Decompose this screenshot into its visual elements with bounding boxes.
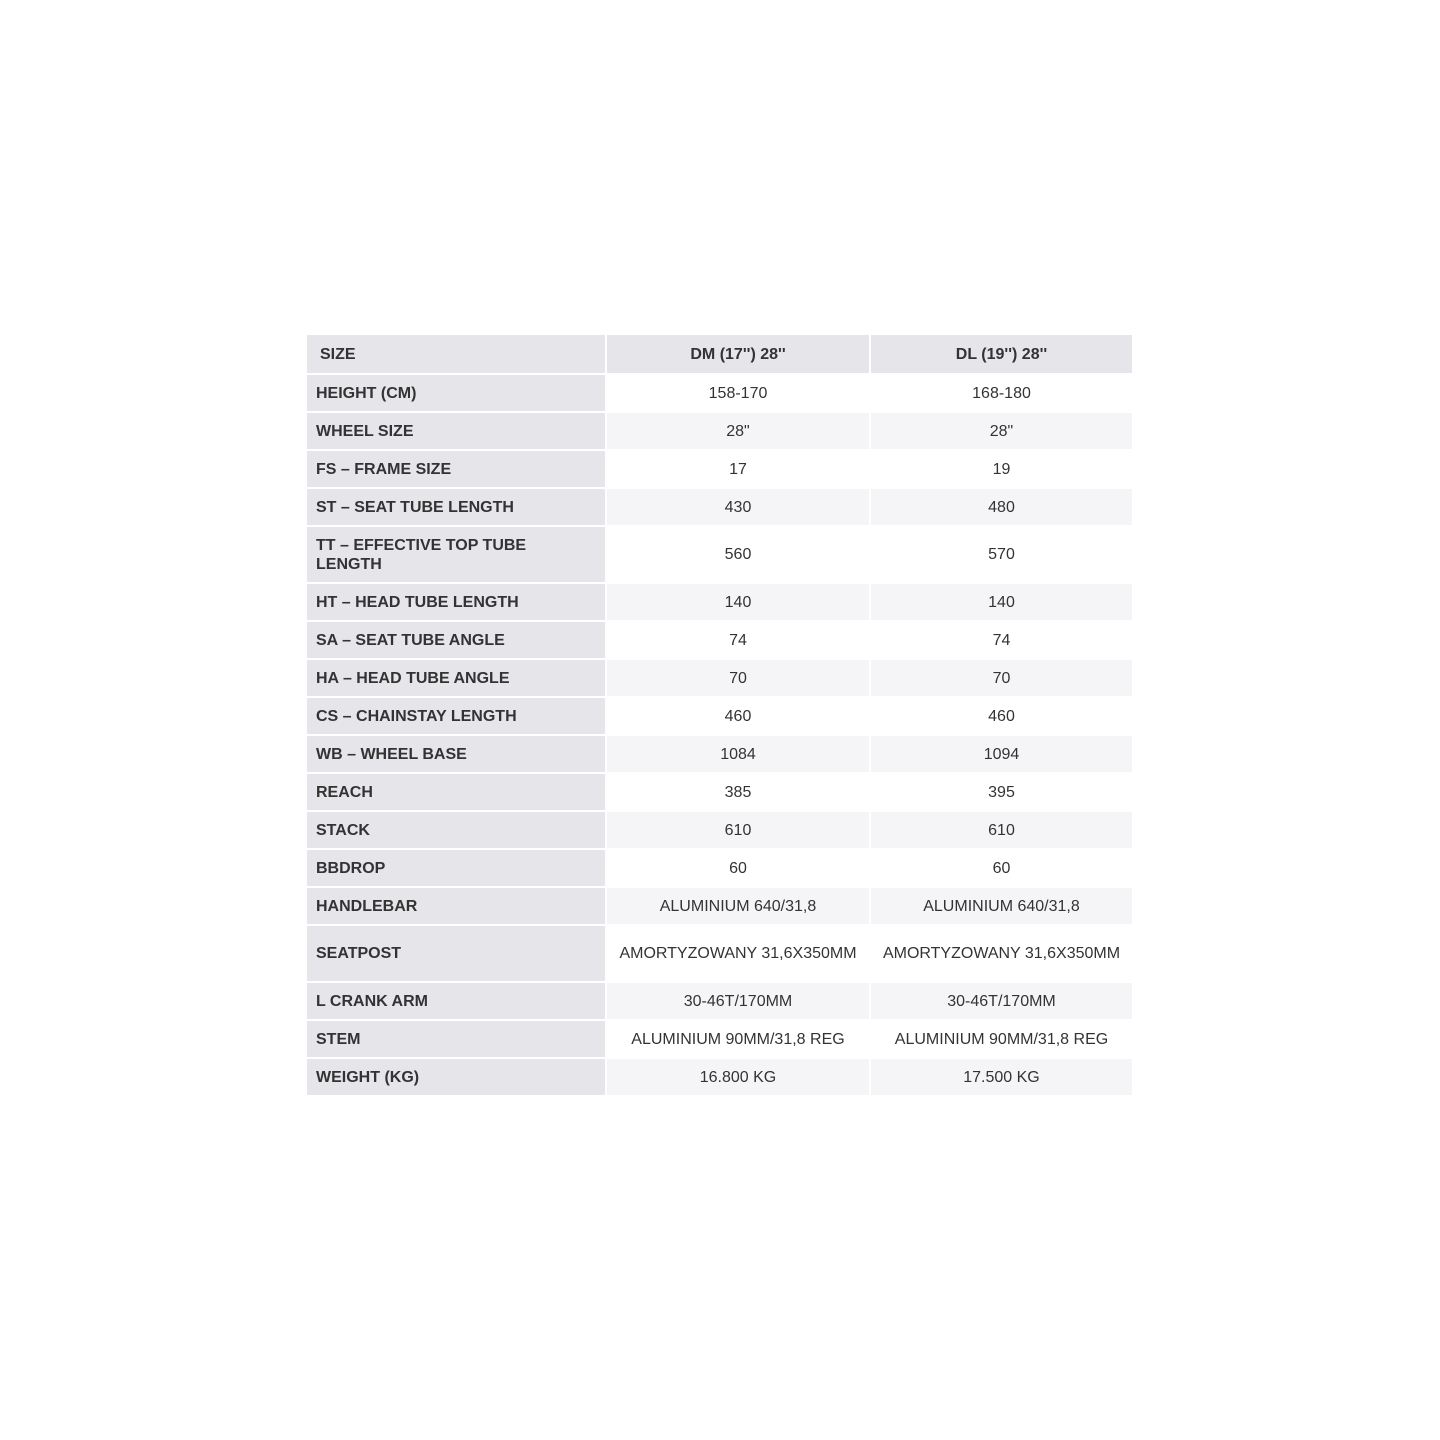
row-label: BBDROP (307, 850, 605, 888)
row-label: SEATPOST (307, 926, 605, 983)
row-label: HA – HEAD TUBE ANGLE (307, 660, 605, 698)
table-row (307, 375, 1132, 413)
table-row (307, 926, 1132, 983)
row-value-dl: 1094 (869, 736, 1132, 774)
row-value-dm: 60 (605, 850, 869, 888)
row-value-dm: 1084 (605, 736, 869, 774)
size-spec-table (307, 335, 1132, 1097)
row-value-dl: ALUMINIUM 90MM/31,8 REG (869, 1021, 1132, 1059)
row-value-dl: 30-46T/170MM (869, 983, 1132, 1021)
row-value-dl: 395 (869, 774, 1132, 812)
row-value-dm: 610 (605, 812, 869, 850)
row-value-dl: 610 (869, 812, 1132, 850)
row-value-dm: 16.800 KG (605, 1059, 869, 1097)
table-row (307, 660, 1132, 698)
row-value-dl: 28" (869, 413, 1132, 451)
row-label: L CRANK ARM (307, 983, 605, 1021)
row-value-dm: 30-46T/170MM (605, 983, 869, 1021)
row-value-dl: 60 (869, 850, 1132, 888)
row-label: STEM (307, 1021, 605, 1059)
row-value-dl: 17.500 KG (869, 1059, 1132, 1097)
row-value-dm: 460 (605, 698, 869, 736)
row-value-dl: 74 (869, 622, 1132, 660)
row-value-dl: 460 (869, 698, 1132, 736)
table-row (307, 983, 1132, 1021)
row-value-dm: 560 (605, 527, 869, 584)
row-value-dm: 430 (605, 489, 869, 527)
table-row (307, 622, 1132, 660)
table-row (307, 888, 1132, 926)
row-value-dl: 480 (869, 489, 1132, 527)
row-label: WB – WHEEL BASE (307, 736, 605, 774)
table-row (307, 489, 1132, 527)
table-row (307, 698, 1132, 736)
row-value-dl: 570 (869, 527, 1132, 584)
row-label: SA – SEAT TUBE ANGLE (307, 622, 605, 660)
table-row (307, 451, 1132, 489)
table-row (307, 774, 1132, 812)
row-label: HANDLEBAR (307, 888, 605, 926)
row-label: CS – CHAINSTAY LENGTH (307, 698, 605, 736)
row-value-dm: 385 (605, 774, 869, 812)
row-value-dm: 74 (605, 622, 869, 660)
table-header-row (307, 335, 1132, 375)
header-size-dm: DM (17'') 28'' (605, 335, 869, 375)
row-value-dm: ALUMINIUM 90MM/31,8 REG (605, 1021, 869, 1059)
row-label: WHEEL SIZE (307, 413, 605, 451)
row-label: FS – FRAME SIZE (307, 451, 605, 489)
row-value-dl: AMORTYZOWANY 31,6X350MM (869, 926, 1132, 983)
table-row (307, 413, 1132, 451)
row-label: WEIGHT (KG) (307, 1059, 605, 1097)
row-value-dm: AMORTYZOWANY 31,6X350MM (605, 926, 869, 983)
row-value-dl: 168-180 (869, 375, 1132, 413)
row-label: STACK (307, 812, 605, 850)
row-value-dm: 70 (605, 660, 869, 698)
row-label: ST – SEAT TUBE LENGTH (307, 489, 605, 527)
table-row (307, 527, 1132, 584)
row-value-dl: 140 (869, 584, 1132, 622)
row-label: HT – HEAD TUBE LENGTH (307, 584, 605, 622)
row-value-dl: 19 (869, 451, 1132, 489)
table-row (307, 1059, 1132, 1097)
row-label: TT – EFFECTIVE TOP TUBE LENGTH (307, 527, 605, 584)
row-label: REACH (307, 774, 605, 812)
row-value-dm: 17 (605, 451, 869, 489)
row-value-dm: 140 (605, 584, 869, 622)
header-size-label: SIZE (307, 335, 605, 375)
table-row (307, 1021, 1132, 1059)
row-value-dm: ALUMINIUM 640/31,8 (605, 888, 869, 926)
row-value-dl: ALUMINIUM 640/31,8 (869, 888, 1132, 926)
row-label: HEIGHT (CM) (307, 375, 605, 413)
table-row (307, 850, 1132, 888)
header-size-dl: DL (19'') 28'' (869, 335, 1132, 375)
table-row (307, 736, 1132, 774)
table-row (307, 584, 1132, 622)
row-value-dm: 158-170 (605, 375, 869, 413)
row-value-dl: 70 (869, 660, 1132, 698)
row-value-dm: 28" (605, 413, 869, 451)
table-row (307, 812, 1132, 850)
